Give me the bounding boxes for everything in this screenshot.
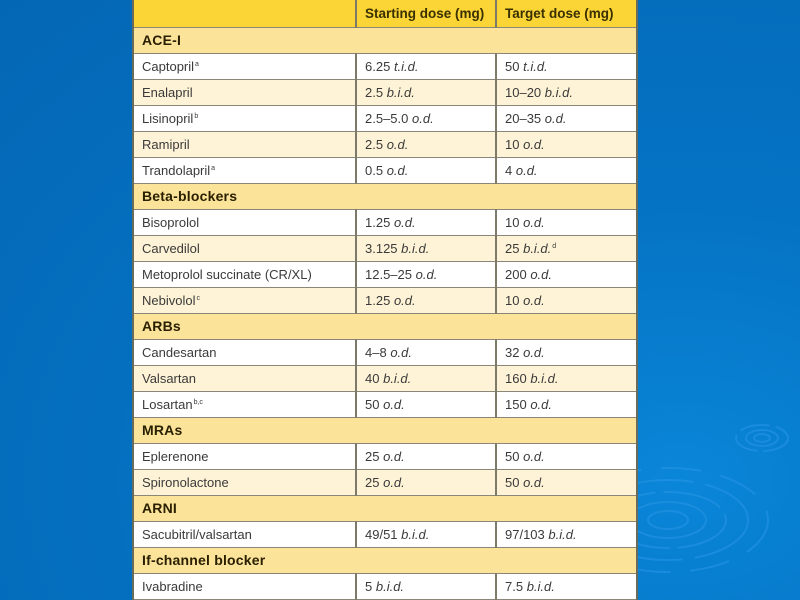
- drug-name-cell: [134, 235, 356, 261]
- table-body: [134, 27, 636, 599]
- section-title: MRAs: [134, 417, 636, 443]
- drug-name: Trandolapril: [142, 162, 211, 178]
- starting-dose-value: 4–8: [365, 344, 387, 360]
- starting-dose-frequency: o.d.: [386, 162, 409, 178]
- drug-name: Spironolactone: [142, 474, 229, 490]
- section-header-row: [134, 495, 636, 521]
- target-dose-value: 50: [505, 474, 520, 490]
- starting-dose-frequency: o.d.: [393, 214, 416, 230]
- drug-name-cell: [134, 443, 356, 469]
- target-dose-value: 160: [505, 370, 527, 386]
- starting-dose-value: 40: [365, 370, 380, 386]
- drug-name-cell: [134, 131, 356, 157]
- target-dose-cell: [496, 157, 636, 183]
- drug-name: Lisinopril: [142, 110, 194, 126]
- table-row: [134, 53, 636, 79]
- target-dose-value: 4: [505, 162, 513, 178]
- drug-name: Bisoprolol: [142, 214, 200, 230]
- target-dose-value: 97/103: [505, 526, 545, 542]
- starting-dose-value: 6.25: [365, 58, 391, 74]
- target-dose-cell: [496, 573, 636, 599]
- starting-dose-value: 2.5–5.0: [365, 110, 409, 126]
- section-title: ARBs: [134, 313, 636, 339]
- starting-dose-value: 25: [365, 448, 380, 464]
- target-dose-value: 7.5: [505, 578, 524, 594]
- footnote-marker: b,c: [193, 398, 203, 406]
- target-dose-value: 10–20: [505, 84, 542, 100]
- starting-dose-value: 5: [365, 578, 373, 594]
- footnote-marker: b: [194, 112, 199, 120]
- table-row: [134, 443, 636, 469]
- starting-dose-frequency: o.d.: [412, 110, 434, 126]
- drug-name-cell: [134, 469, 356, 495]
- table-row: [134, 287, 636, 313]
- table-row: [134, 235, 636, 261]
- table-header-row: [134, 0, 636, 27]
- starting-dose-value: 2.5: [365, 84, 384, 100]
- drug-name-cell: [134, 573, 356, 599]
- starting-dose-value: 1.25: [365, 214, 391, 230]
- target-dose-frequency: o.d.: [544, 110, 567, 126]
- target-dose-frequency: o.d.: [523, 344, 545, 360]
- ripple-ring: [630, 502, 706, 538]
- drug-name-cell: [134, 391, 356, 417]
- target-dose-value: 10: [505, 136, 520, 152]
- target-dose-value: 10: [505, 292, 520, 308]
- drug-name: Candesartan: [142, 344, 217, 360]
- section-title: If-channel blocker: [134, 547, 636, 573]
- section-header-row: [134, 183, 636, 209]
- starting-dose-value: 12.5–25: [365, 266, 412, 282]
- target-dose-cell: [496, 339, 636, 365]
- table-row: [134, 79, 636, 105]
- table-row: [134, 339, 636, 365]
- starting-dose-value: 50: [365, 396, 380, 412]
- target-dose-frequency: o.d.: [523, 448, 545, 464]
- drug-name: Captopril: [142, 58, 195, 74]
- drug-name-cell: [134, 157, 356, 183]
- drug-name: Sacubitril/valsartan: [142, 526, 252, 542]
- drug-name: Ivabradine: [142, 578, 203, 594]
- dose-table-container: [132, 0, 638, 600]
- starting-dose-cell: [356, 105, 496, 131]
- drug-name-cell: [134, 365, 356, 391]
- table-row: [134, 105, 636, 131]
- target-dose-frequency: b.i.d.: [526, 578, 555, 594]
- drug-name: Ramipril: [142, 136, 190, 152]
- starting-dose-value: 49/51: [365, 526, 398, 542]
- starting-dose-frequency: b.i.d.: [386, 84, 415, 100]
- target-dose-cell: [496, 235, 636, 261]
- target-dose-value: 25: [505, 240, 520, 256]
- starting-dose-frequency: o.d.: [383, 396, 405, 412]
- target-dose-value: 200: [505, 266, 527, 282]
- starting-dose-cell: [356, 573, 496, 599]
- table-row: [134, 131, 636, 157]
- target-dose-frequency: o.d.: [530, 396, 553, 412]
- starting-dose-frequency: b.i.d.: [383, 370, 412, 386]
- table-row: [134, 469, 636, 495]
- starting-dose-cell: [356, 79, 496, 105]
- drug-name: Nebivolol: [142, 292, 196, 308]
- target-dose-frequency: o.d.: [523, 474, 545, 490]
- section-title: ACE-I: [134, 27, 636, 53]
- target-dose-cell: [496, 131, 636, 157]
- target-dose-frequency: b.i.d.: [523, 240, 552, 256]
- starting-dose-value: 2.5: [365, 136, 384, 152]
- starting-dose-cell: [356, 131, 496, 157]
- drug-name-cell: [134, 339, 356, 365]
- drug-name: Carvedilol: [142, 240, 200, 256]
- drug-name-cell: [134, 53, 356, 79]
- starting-dose-frequency: b.i.d.: [401, 526, 430, 542]
- starting-dose-cell: [356, 339, 496, 365]
- target-dose-frequency: b.i.d.: [544, 84, 573, 100]
- target-dose-cell: [496, 209, 636, 235]
- starting-dose-value: 1.25: [365, 292, 391, 308]
- table-row: [134, 261, 636, 287]
- section-header-row: [134, 547, 636, 573]
- table-row: [134, 391, 636, 417]
- starting-dose-value: 25: [365, 474, 380, 490]
- drug-name: Eplerenone: [142, 448, 209, 464]
- target-dose-value: 20–35: [505, 110, 542, 126]
- target-dose-value: 32: [505, 344, 520, 360]
- drug-name-cell: [134, 287, 356, 313]
- target-dose-frequency: o.d.: [523, 214, 545, 230]
- drug-name: Valsartan: [142, 370, 196, 386]
- section-header-row: [134, 417, 636, 443]
- target-dose-value: 150: [505, 396, 527, 412]
- drug-column-header: [134, 0, 356, 27]
- target-dose-cell: [496, 79, 636, 105]
- starting-dose-column-header: Starting dose (mg): [356, 0, 496, 27]
- drug-name: Metoprolol succinate (CR/XL): [142, 266, 312, 282]
- ripple-ring: [736, 425, 788, 451]
- drug-name-cell: [134, 209, 356, 235]
- drug-name: Enalapril: [142, 84, 193, 100]
- starting-dose-frequency: o.d.: [383, 448, 405, 464]
- starting-dose-cell: [356, 443, 496, 469]
- drug-name-cell: [134, 521, 356, 547]
- target-dose-frequency: o.d.: [523, 292, 545, 308]
- target-dose-value: 10: [505, 214, 520, 230]
- footnote-marker: c: [196, 294, 200, 302]
- target-dose-cell: [496, 365, 636, 391]
- target-dose-frequency: o.d.: [515, 162, 538, 178]
- target-dose-cell: [496, 443, 636, 469]
- target-dose-frequency: b.i.d.: [548, 526, 577, 542]
- drug-name-cell: [134, 105, 356, 131]
- drug-name-cell: [134, 79, 356, 105]
- dose-table: [134, 0, 636, 600]
- target-dose-frequency: o.d.: [530, 266, 553, 282]
- target-dose-cell: [496, 105, 636, 131]
- target-dose-cell: [496, 521, 636, 547]
- starting-dose-frequency: o.d.: [390, 344, 413, 360]
- starting-dose-value: 0.5: [365, 162, 384, 178]
- starting-dose-frequency: o.d.: [415, 266, 438, 282]
- table-row: [134, 209, 636, 235]
- footnote-marker: a: [211, 164, 216, 172]
- target-dose-cell: [496, 469, 636, 495]
- target-dose-cell: [496, 53, 636, 79]
- ripple-ring: [648, 511, 688, 529]
- table-row: [134, 157, 636, 183]
- starting-dose-cell: [356, 287, 496, 313]
- target-dose-cell: [496, 261, 636, 287]
- starting-dose-cell: [356, 521, 496, 547]
- starting-dose-cell: [356, 53, 496, 79]
- section-title: ARNI: [134, 495, 636, 521]
- target-dose-cell: [496, 391, 636, 417]
- target-dose-frequency: b.i.d.: [530, 370, 559, 386]
- target-dose-frequency: t.i.d.: [523, 58, 548, 74]
- starting-dose-cell: [356, 209, 496, 235]
- starting-dose-cell: [356, 391, 496, 417]
- footnote-marker: d: [552, 242, 557, 250]
- starting-dose-frequency: b.i.d.: [375, 578, 405, 594]
- starting-dose-value: 3.125: [365, 240, 398, 256]
- drug-name: Losartan: [142, 396, 193, 412]
- drug-name-cell: [134, 261, 356, 287]
- table-row: [134, 573, 636, 599]
- section-header-row: [134, 27, 636, 53]
- starting-dose-cell: [356, 365, 496, 391]
- footnote-marker: a: [195, 60, 199, 68]
- starting-dose-frequency: o.d.: [383, 474, 405, 490]
- starting-dose-cell: [356, 235, 496, 261]
- ripple-ring: [746, 430, 778, 446]
- target-dose-cell: [496, 287, 636, 313]
- target-dose-value: 50: [505, 58, 520, 74]
- target-dose-frequency: o.d.: [523, 136, 545, 152]
- ripple-ring: [754, 434, 770, 442]
- starting-dose-cell: [356, 157, 496, 183]
- section-header-row: [134, 313, 636, 339]
- starting-dose-frequency: t.i.d.: [393, 58, 419, 74]
- starting-dose-cell: [356, 469, 496, 495]
- starting-dose-cell: [356, 261, 496, 287]
- starting-dose-frequency: b.i.d.: [401, 240, 430, 256]
- target-dose-value: 50: [505, 448, 520, 464]
- table-row: [134, 365, 636, 391]
- section-title: Beta-blockers: [134, 183, 636, 209]
- starting-dose-frequency: o.d.: [393, 292, 416, 308]
- table-row: [134, 521, 636, 547]
- target-dose-column-header: Target dose (mg): [496, 0, 636, 27]
- starting-dose-frequency: o.d.: [386, 136, 409, 152]
